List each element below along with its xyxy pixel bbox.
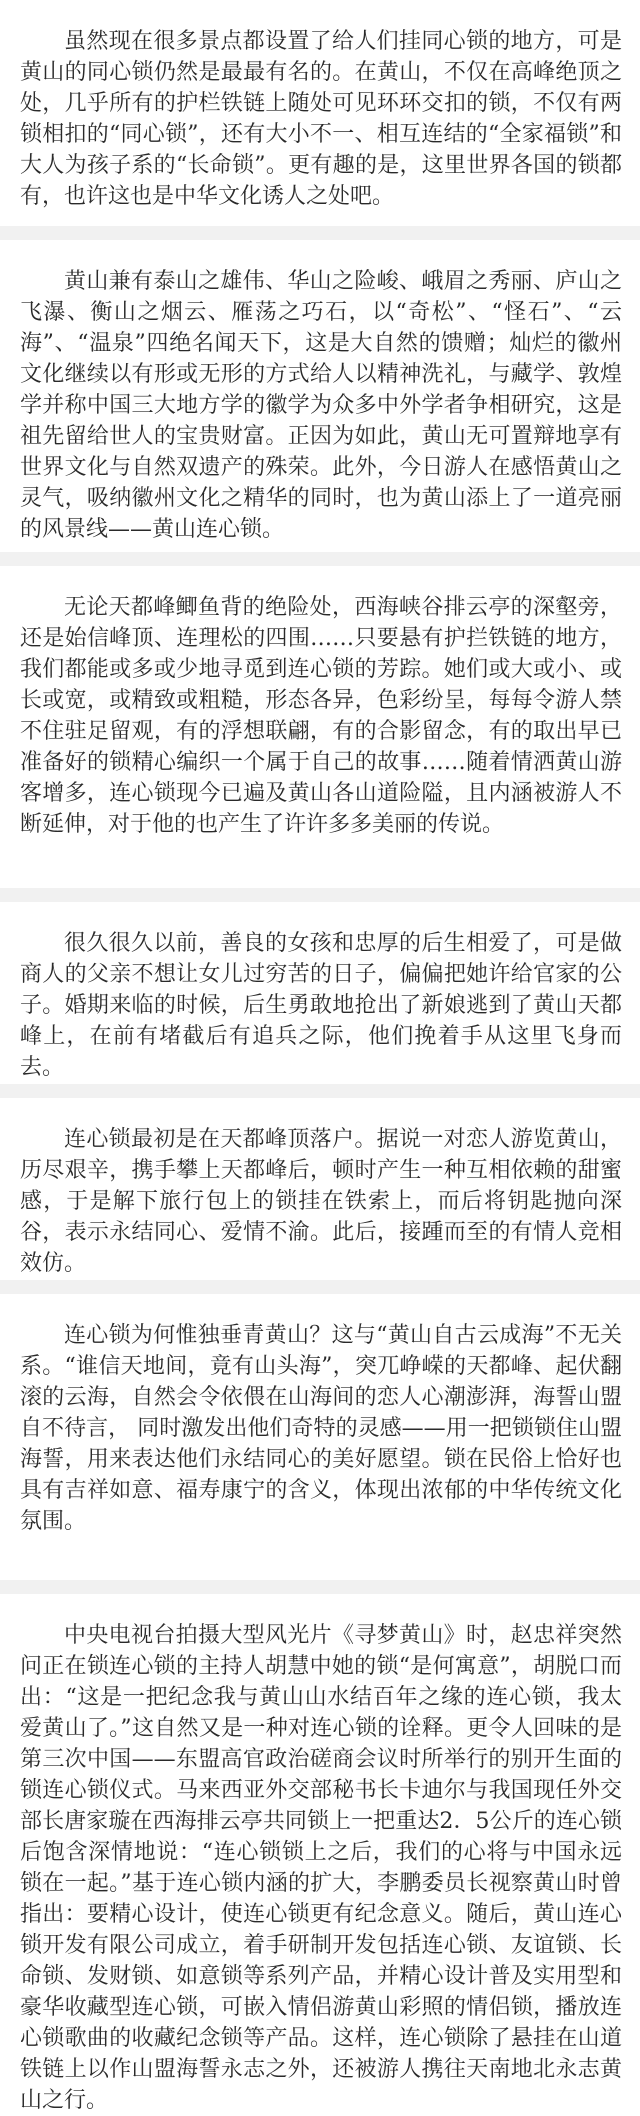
paragraph-divider (0, 1084, 640, 1098)
paragraph-divider (0, 1580, 640, 1594)
paragraph-2: 黄山兼有泰山之雄伟、华山之险峻、峨眉之秀丽、庐山之飞瀑、衡山之烟云、雁荡之巧石，以“奇松”、“怪石”、“云海”、“温泉”四绝名闻天下，这是大自然的馈赠；灿烂的徽州文化继续以有形或无形的方式给人以精神洗礼，与藏学、敦煌学并称中国三大地方学的徽学为众多中外学者争相研究，这是祖先留给世人的宝贵财富。正因为如此，黄山无可置辩地享有世界文化与自然双遗产的殊荣。此外，今日游人在感悟黄山之灵气，吸纳徽州文化之精华的同时，也为黄山添上了一道亮丽的风景线——黄山连心锁。 (8, 262, 632, 574)
paragraph-7: 中央电视台拍摄大型风光片《寻梦黄山》时，赵忠祥突然问正在锁连心锁的主持人胡慧中她的锁“是何寓意”，胡脱口而出：“这是一把纪念我与黄山山水结百年之缘的连心锁，我太爱黄山了。”这自然又是一种对连心锁的诠释。更令人回味的是第三次中国——东盟高官政治磋商会议时所举行的别开生面的锁连心锁仪式。马来西亚外交部秘书长卡迪尔与我国现任外交部长唐家璇在西海排云亭共同锁上一把重达2．5公斤的连心锁后饱含深情地说：“连心锁锁上之后，我们的心将与中国永远锁在一起。”基于连心锁内涵的扩大，李鹏委员长视察黄山时曾指出：要精心设计，使连心锁更有纪念意义。随后，黄山连心锁开发有限公司成立，着手研制开发包括连心锁、友谊锁、长命锁、发财锁、如意锁等系列产品，并精心设计普及实用型和豪华收藏型连心锁，可嵌入情侣游黄山彩照的情侣锁，播放连心锁歌曲的收藏纪念锁等产品。这样，连心锁除了悬挂在山道铁链上以作山盟海誓永志之外，还被游人携往天南地北永志黄山之行。 (8, 1616, 632, 2067)
paragraph-divider (0, 1280, 640, 1294)
paragraph-divider (0, 226, 640, 240)
paragraph-6: 连心锁为何惟独垂青黄山？这与“黄山自古云成海”不无关系。“谁信天地间，竟有山头海”，突兀峥嵘的天都峰、起伏翻滚的云海，自然会令依偎在山海间的恋人心潮澎湃，海誓山盟自不待言， 同时激发出他们奇特的灵感——用一把锁锁住山盟海誓，用来表达他们永结同心的美好愿望。锁在民俗上恰好也具有吉祥如意、福寿康宁的含义，体现出浓郁的中华传统文化氛围。 (8, 1316, 632, 1602)
paragraph-5: 连心锁最初是在天都峰顶落户。据说一对恋人游览黄山，历尽艰辛，携手攀上天都峰后，顿时产生一种互相依赖的甜蜜感，于是解下旅行包上的锁挂在铁索上，而后将钥匙抛向深谷，表示永结同心、爱情不渝。此后，接踵而至的有情人竞相效仿。 (8, 1120, 632, 1302)
paragraph-divider (0, 552, 640, 566)
paragraph-3: 无论天都峰鲫鱼背的绝险处，西海峡谷排云亭的深壑旁，还是始信峰顶、连理松的四围……只要悬有护拦铁链的地方，我们都能或多或少地寻觅到连心锁的芳踪。她们或大或小、或长或宽，或精致或粗糙，形态各异，色彩纷呈，每每令游人禁不住驻足留观，有的浮想联翩，有的合影留念，有的取出早已准备好的锁精心编织一个属于自己的故事……随着情洒黄山游客增多，连心锁现今已遍及黄山各山道险隘，且内涵被游人不断延伸，对于他的也产生了许许多多美丽的传说。 (8, 588, 632, 910)
paragraph-4: 很久很久以前，善良的女孩和忠厚的后生相爱了，可是做商人的父亲不想让女儿过穷苦的日子，偏偏把她许给官家的公子。婚期来临的时候，后生勇敢地抢出了新娘逃到了黄山天都峰上，在前有堵截后有追兵之际，他们挽着手从这里飞身而去。 (8, 924, 632, 1106)
paragraph-divider (0, 888, 640, 902)
paragraph-1: 虽然现在很多景点都设置了给人们挂同心锁的地方，可是黄山的同心锁仍然是最最有名的。在黄山，不仅在高峰绝顶之处，几乎所有的护栏铁链上随处可见环环交扣的锁，不仅有两锁相扣的“同心锁”，还有大小不一、相互连结的“全家福锁”和大人为孩子系的“长命锁”。更有趣的是，这里世界各国的锁都有，也许这也是中华文化诱人之处吧。 (8, 22, 632, 248)
